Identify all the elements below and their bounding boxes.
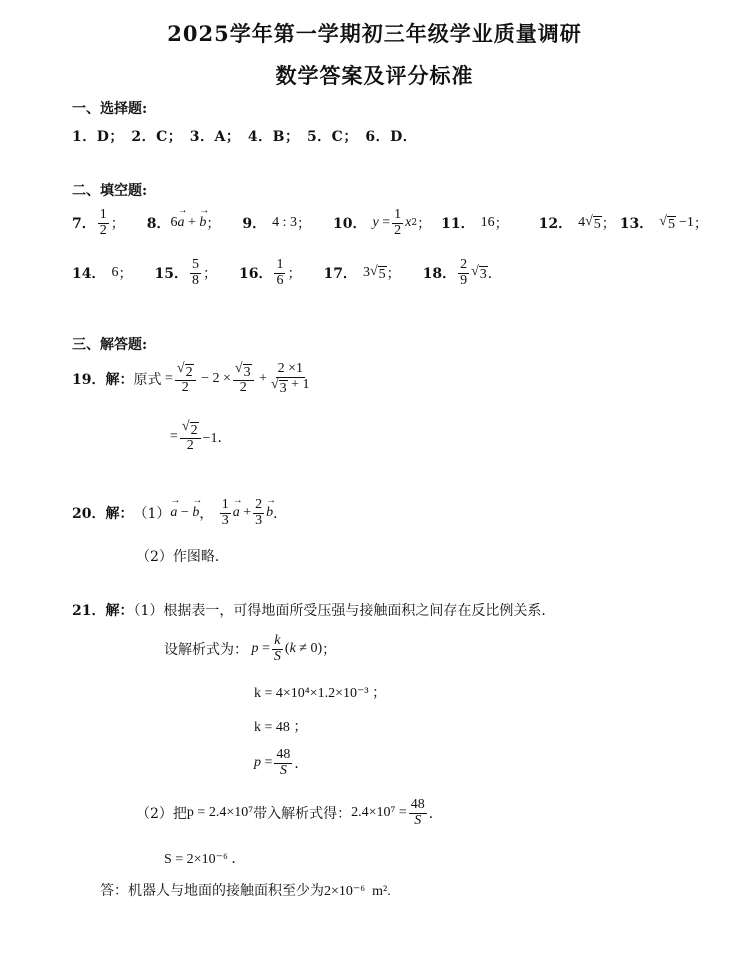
q12-coef: 4 — [578, 215, 586, 231]
q19-label: 19．解： — [72, 372, 134, 389]
q20-label: 20．解： — [72, 506, 134, 523]
q13-number: 13． — [619, 216, 654, 233]
q19-frac-3: 2 ×1 √ 3 + 1 — [270, 361, 310, 396]
q7-number: 7． — [72, 216, 96, 233]
q18-number: 18． — [422, 266, 457, 283]
q14-number: 14． — [72, 266, 106, 283]
q13-radicand: 5 — [667, 216, 675, 232]
q21-answer-unit: m². — [372, 884, 391, 899]
q17-number: 17． — [323, 266, 357, 283]
q21-s-line: S = 2×10⁻⁶ ． — [164, 852, 246, 867]
q8-vector-a: → a — [178, 215, 185, 231]
q16-number: 16． — [238, 266, 273, 283]
q17-sqrt: √ 5 — [369, 263, 386, 282]
q8-vector-b: → b — [199, 215, 206, 231]
q20-frac-1: $\frac{1}{3}$ — [221, 497, 229, 528]
q21-set-text: 设解析式为： — [164, 642, 248, 659]
q20-frac-2: $\frac{2}{3}$ — [255, 497, 263, 528]
q21-part2-value: p = 2.4×10⁷ — [186, 805, 254, 821]
q9-number: 9． — [242, 216, 267, 233]
q21-part2-eq: 2.4×10⁷ = — [351, 805, 407, 821]
q21-k-over-s: $\frac{k}{S}$ — [273, 633, 281, 664]
q11-answer: 16 — [480, 215, 495, 231]
q21-p-frac: $\frac{48}{S}$ — [276, 747, 291, 778]
q9-answer: 4 : 3 — [272, 215, 298, 231]
q21-part1: （1）根据表一，可得地面所受压强与接触面积之间存在反比例关系． — [133, 603, 556, 619]
q21-set-line: 设解析式为： p = $\frac{k}{S}$ ( k ≠ 0) ； — [164, 633, 337, 664]
q19-line-2: = √ 2 2 −1． — [170, 419, 232, 454]
q15-den: 8 — [191, 272, 199, 288]
q21-label: 21．解： — [72, 603, 134, 619]
fill-row-1: 7． $\frac{1}{2}$ ； 8． 6 → a + → b ； 9． 4 : 3 ； 10． y = $\frac{1}{2}$ x 2 ； 11． 16 ； 12． 4 √ 5 ； 13． √ 5 −1 ； — [72, 208, 708, 238]
section-heading-choice: 一、选择题: — [72, 101, 148, 117]
q17-coef: 3 — [362, 265, 370, 281]
q18-sqrt: √ 3 — [471, 263, 487, 282]
page-title: 2025学年第一学期初三年级学业质量调研 — [167, 21, 582, 46]
q21-part2-frac: $\frac{48}{S}$ — [410, 797, 425, 828]
q10-number: 10． — [333, 216, 367, 233]
q18-radicand: 3 — [479, 266, 487, 282]
q21-answer-value: 2×10⁻⁶ — [324, 884, 366, 899]
q12-radicand: 5 — [593, 216, 601, 232]
q7-den: 2 — [99, 222, 107, 238]
q18-num: 2 — [460, 257, 468, 272]
q7-num: 1 — [99, 207, 107, 222]
q19-frac-1: √ 2 2 — [175, 362, 196, 396]
fill-row-2: 14． 6 ； 15． $\frac{5}{8}$ ； 16． $\frac{1}{6}$ ； 17． 3 √ 5 ； 18． $\frac{2}{9}$ √ 3 ． — [72, 257, 502, 288]
q15-number: 15． — [154, 266, 188, 283]
q15-fraction — [190, 258, 201, 288]
q8-coef: 6 — [170, 215, 178, 231]
q18-den: 9 — [460, 272, 468, 288]
q14-answer: 6 — [111, 265, 119, 281]
q10-fraction — [392, 208, 403, 238]
q19-result-frac: √ 2 2 — [180, 420, 201, 454]
q21-answer-text: 答：机器人与地面的接触面积至少为 — [100, 883, 324, 899]
section-heading-solve: 三、解答题: — [72, 337, 148, 353]
q10-den: 2 — [394, 222, 402, 238]
q8-number: 8． — [146, 216, 171, 233]
q10-num: 1 — [394, 207, 402, 222]
q7-fraction — [98, 208, 109, 238]
q19-tail: −1． — [202, 431, 232, 447]
q21-answer — [100, 880, 391, 900]
q21-part2-mid: 带入解析式得： — [253, 806, 352, 823]
q21-p-line: p = $\frac{48}{S}$ ． — [254, 747, 309, 778]
section-heading-fill: 二、填空题: — [72, 183, 148, 199]
q17-radicand: 5 — [378, 266, 386, 282]
q18-fraction — [458, 258, 469, 288]
choice-answers: 1．D； 2．C； 3．A； 4．B； 5．C； 6．D． — [72, 129, 418, 145]
q20-part2: （2）作图略． — [136, 549, 229, 565]
q21-line-1 — [72, 600, 555, 620]
q13-rest: −1 — [678, 215, 694, 231]
q21-p-num: 48 — [276, 747, 291, 762]
q19-line-1: 19．解： 原式 = √ 2 2 − 2 × √ 3 2 + 2 ×1 √ 3 + 1 — [72, 361, 310, 396]
q16-num: 1 — [276, 257, 284, 272]
q13-sqrt: √ 5 — [659, 213, 675, 232]
q21-k-line: k = 4×10⁴×1.2×10⁻³ ； — [254, 686, 387, 701]
q19-frac-2: √ 3 2 — [233, 362, 254, 396]
q21-k-value: k = 48 ； — [254, 720, 308, 735]
q20-part1: （1） — [133, 506, 171, 523]
q16-den: 6 — [276, 272, 284, 288]
q21-part2-line: （2）把 p = 2.4×10⁷ 带入解析式得： 2.4×10⁷ = $\frac{48}{S}$ ． — [136, 797, 443, 828]
q21-part2-text: （2）把 — [136, 806, 187, 823]
q20-line-1: 20．解： （1） → a − → b ， $\frac{1}{3}$ → a + $\frac{2}{3}$ → b ． — [72, 498, 287, 528]
q19-start: 原式 — [133, 372, 162, 389]
q11-number: 11． — [441, 216, 475, 233]
q12-number: 12． — [538, 216, 573, 233]
page-subtitle: 数学答案及评分标准 — [275, 63, 474, 88]
q12-sqrt: √ 5 — [585, 213, 601, 232]
q16-fraction — [274, 258, 285, 288]
q15-num: 5 — [191, 257, 199, 272]
